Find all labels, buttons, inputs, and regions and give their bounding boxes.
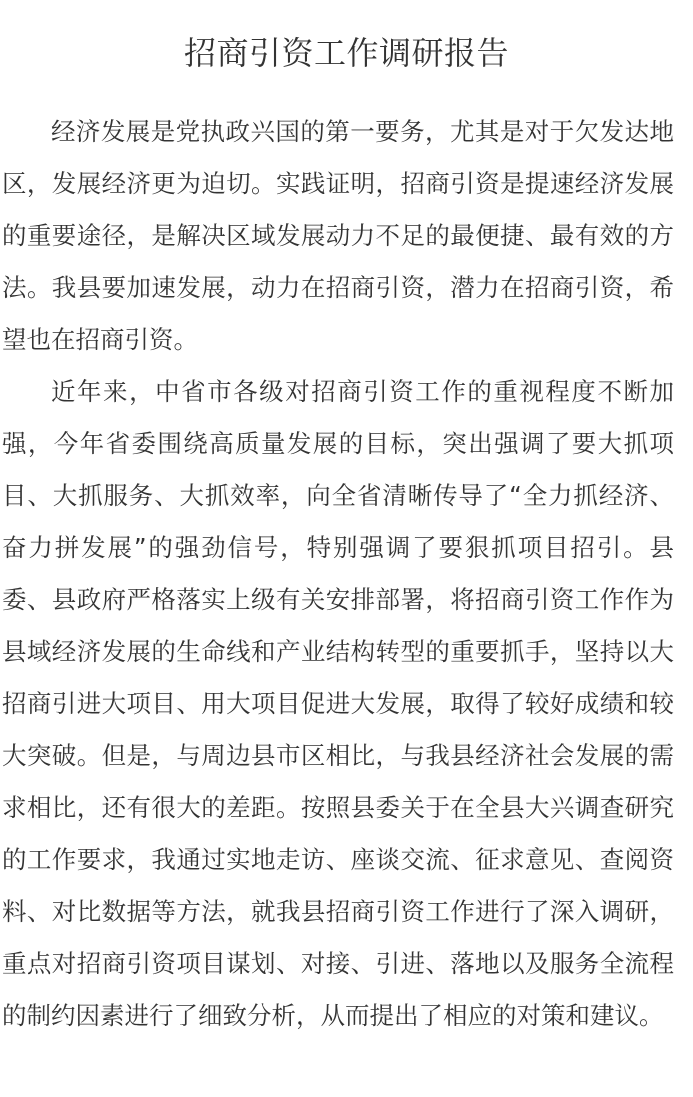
document-body bbox=[2, 106, 674, 1042]
paragraph: 近年来，中省市各级对招商引资工作的重视程度不断加强，今年省委围绕高质量发展的目标，突出强调了要大抓项目、大抓服务、大抓效率，向全省清晰传导了“全力抓经济、奋力拼发展”的强劲信号，特别强调了要狠抓项目招引。县委、县政府严格落实上级有关安排部署，将招商引资工作作为县域经济发展的生命线和产业结构转型的重要抓手，坚持以大招商引进大项目、用大项目促进大发展，取得了较好成绩和较大突破。但是，与周边县市区相比，与我县经济社会发展的需求相比，还有很大的差距。按照县委关于在全县大兴调查研究的工作要求，我通过实地走访、座谈交流、征求意见、查阅资料、对比数据等方法，就我县招商引资工作进行了深入调研，重点对招商引资项目谋划、对接、引进、落地以及服务全流程的制约因素进行了细致分析，从而提出了相应的对策和建议。 bbox=[2, 377, 674, 1030]
document-title: 招商引资工作调研报告 bbox=[183, 34, 509, 72]
paragraph: 经济发展是党执政兴国的第一要务，尤其是对于欠发达地区，发展经济更为迫切。实践证明，招商引资是提速经济发展的重要途径，是解决区域发展动力不足的最便捷、最有效的方法。我县要加速发展，动力在招商引资，潜力在招商引资，希望也在招商引资。 bbox=[2, 117, 674, 354]
